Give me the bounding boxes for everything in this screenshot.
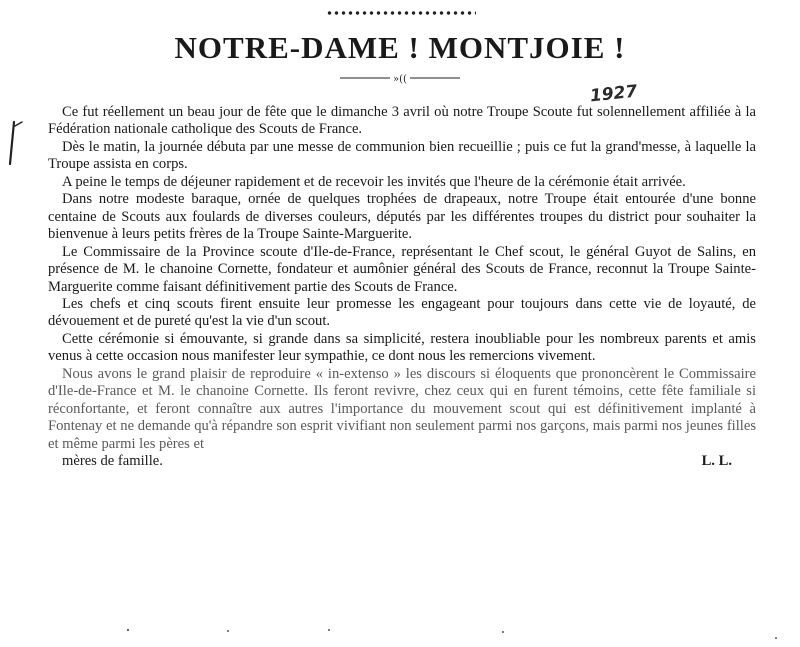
closing-line [48, 453, 756, 470]
article-title: NOTRE-DAME ! MONTJOIE ! [174, 30, 626, 65]
article-body [48, 104, 756, 471]
paragraph-5: Le Commissaire de la Province scoute d'Ile-de-France, représentant le Chef scout, le général Guyot de Salins, en présence de M. le chanoine Cornette, fondateur et aumônier général des Scouts de France, reconnut la Troupe Sainte-Marguerite comme faisant définitivement partie des Scouts de France. [48, 243, 756, 295]
paragraph-4: Dans notre modeste baraque, ornée de quelques trophées de drapeaux, notre Troupe était entourée d'une bonne centaine de Scouts aux foulards de diverses couleurs, députés par les différentes troupes du district pour souhaiter la bienvenue à leurs petits frères de la Troupe Sainte-Marguerite. [48, 191, 756, 243]
svg-text:»((: »(( [393, 74, 407, 84]
author-signature: L. L. [701, 453, 732, 470]
title-ornament-rule [340, 72, 460, 84]
paragraph-3: A peine le temps de déjeuner rapidement et de recevoir les invités que l'heure de la cérémonie était arrivée. [62, 173, 686, 190]
handwritten-margin-mark [6, 116, 46, 168]
paragraph-8: Nous avons le grand plaisir de reproduire « in-extenso » les discours si éloquents que prononcèrent le Commissaire d'Ile-de-France et M. le chanoine Cornette. Ils feront revivre, chez ceux qui en furent témoins, cette fête familiale si réconfortante, et feront connaître aux autres l'importance du mouvement scout qui est définitivement implanté à Fontenay et ne demande qu'à répandre son esprit vivifiant non seulement parmi nos garçons, mais parmi nos jeunes filles et même parmi les pères et [48, 365, 756, 452]
dotted-top-rule [326, 10, 476, 16]
closing-text: mères de famille. [62, 453, 163, 470]
paragraph-6: Les chefs et cinq scouts firent ensuite leur promesse les engageant pour toujours dans cette vie de loyauté, de dévouement et de pureté qu'est la vie d'un scout. [48, 295, 756, 330]
paragraph-2: Dès le matin, la journée débuta par une messe de communion bien recueillie ; puis ce fut la grand'messe, à laquelle la Troupe assista en corps. [48, 138, 756, 173]
paragraph-1: Ce fut réellement un beau jour de fête que le dimanche 3 avril où notre Troupe Scoute fut solennellement affiliée à la Fédération nationale catholique des Scouts de France. [48, 104, 756, 138]
handwritten-year: 1927 [589, 81, 639, 107]
paragraph-7: Cette cérémonie si émouvante, si grande dans sa simplicité, restera inoubliable pour les nombreux parents et amis venus à cette occasion nous manifester leur sympathie, ce dont nous les remercions vivement. [48, 330, 756, 365]
